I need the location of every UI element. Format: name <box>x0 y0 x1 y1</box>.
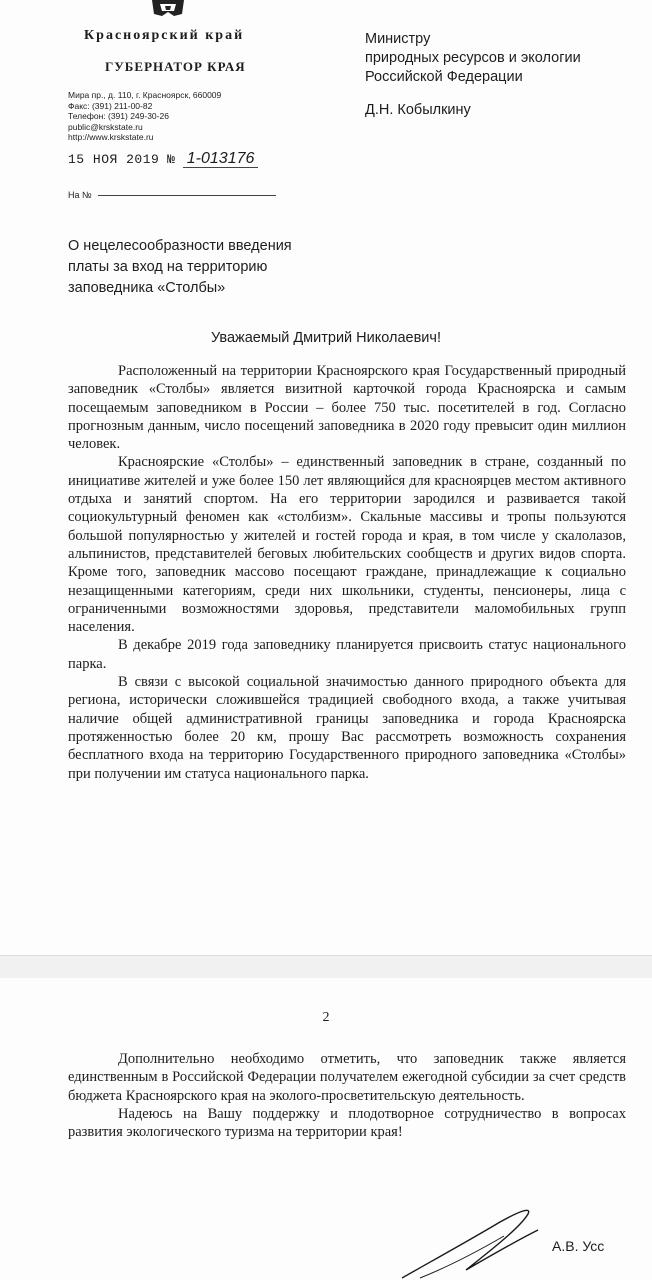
subject-line: О нецелесообразности введения <box>68 238 292 254</box>
letter-subject <box>68 236 292 299</box>
body-paragraph: Расположенный на территории Красноярского края Государственный природный заповедник «Столбы» является визитной карточкой города Красноярска и самым посещаемым заповедником в России – более 750 тыс. посетителей в год. Согласно прогнозным данным, число посещений заповедника в 2020 году превысит один миллион человек. <box>68 363 626 453</box>
contact-fax: Факс: (391) 211-00-82 <box>68 100 153 111</box>
registration-number-label: № <box>167 152 175 167</box>
letterhead-contacts <box>68 90 221 143</box>
registration-line <box>68 150 258 168</box>
contact-address: Мира пр., д. 110, г. Красноярск, 660009 <box>68 90 222 100</box>
contact-website: http://www.krskstate.ru <box>68 132 154 143</box>
reference-line <box>68 190 276 200</box>
body-paragraph: Красноярские «Столбы» – единственный заповедник в стране, созданный по инициативе жителей и уже более 150 лет являющийся для красноярцев местом активного отдыха и занятий спортом. На его территории зародился и развивается такой социокультурный феномен как «столбизм». Скальные массивы и тропы пользуются большой популярностью у жителей и гостей города и края, в том числе у скалолазов, альпинистов, представителей беговых любительских сообществ и других видов спорта. Кроме того, заповедник массово посещают граждане, принадлежащие к социально незащищенными категориям, среди них школьники, студенты, пенсионеры, лица с ограниченными возможностями здоровья, представители маломобильных групп населения. <box>68 454 626 636</box>
registration-number: 1-013176 <box>183 150 259 168</box>
coat-of-arms-icon <box>148 0 188 16</box>
reference-label: На № <box>68 190 92 200</box>
subject-line: платы за вход на территорию <box>68 259 268 275</box>
addressee-line: Министру <box>365 31 431 47</box>
letterhead-region: Красноярский край <box>84 28 245 43</box>
registration-date: 15 НОЯ 2019 <box>68 152 160 167</box>
subject-line: заповедника «Столбы» <box>68 280 226 296</box>
addressee-block <box>365 30 581 120</box>
body-paragraph: В декабре 2019 года заповеднику планируется присвоить статус национального парка. <box>68 637 626 672</box>
addressee-line: природных ресурсов и экологии <box>365 50 581 66</box>
page-separator <box>0 955 652 979</box>
addressee-line: Российской Федерации <box>365 69 523 85</box>
page-number: 2 <box>322 1010 330 1025</box>
body-paragraph: Надеюсь на Вашу поддержку и плодотворное сотрудничество в вопросах развития экологического туризма на территории края! <box>68 1105 626 1141</box>
body-paragraph: В связи с высокой социальной значимостью данного природного объекта для региона, исторически сложившейся традицией свободного входа, а также учитывая наличие общей административной границы заповедника и города Красноярска протяженностью более 20 км, прошу Вас рассмотреть возможность сохранения бесплатного входа на территорию Государственного природного заповедника «Столбы» при получении им статуса национального парка. <box>68 674 626 782</box>
greeting: Уважаемый Дмитрий Николаевич! <box>211 330 441 346</box>
contact-email: public@krskstate.ru <box>68 121 143 132</box>
addressee-name: Д.Н. Кобылкину <box>365 102 471 118</box>
reference-blank <box>98 195 276 196</box>
contact-phone: Телефон: (391) 249-30-26 <box>68 111 169 122</box>
signer-name: А.В. Усс <box>552 1238 605 1254</box>
letter-body <box>68 362 626 783</box>
body-paragraph: Дополнительно необходимо отметить, что заповедник также является единственным в Российской Федерации получателем ежегодной субсидии за счет средств бюджета Красноярского края на эколого-просветительскую деятельность. <box>68 1051 626 1104</box>
signature-image <box>400 1200 540 1280</box>
letterhead-title: ГУБЕРНАТОР КРАЯ <box>105 59 246 74</box>
letter-body-page-2 <box>68 1050 626 1141</box>
